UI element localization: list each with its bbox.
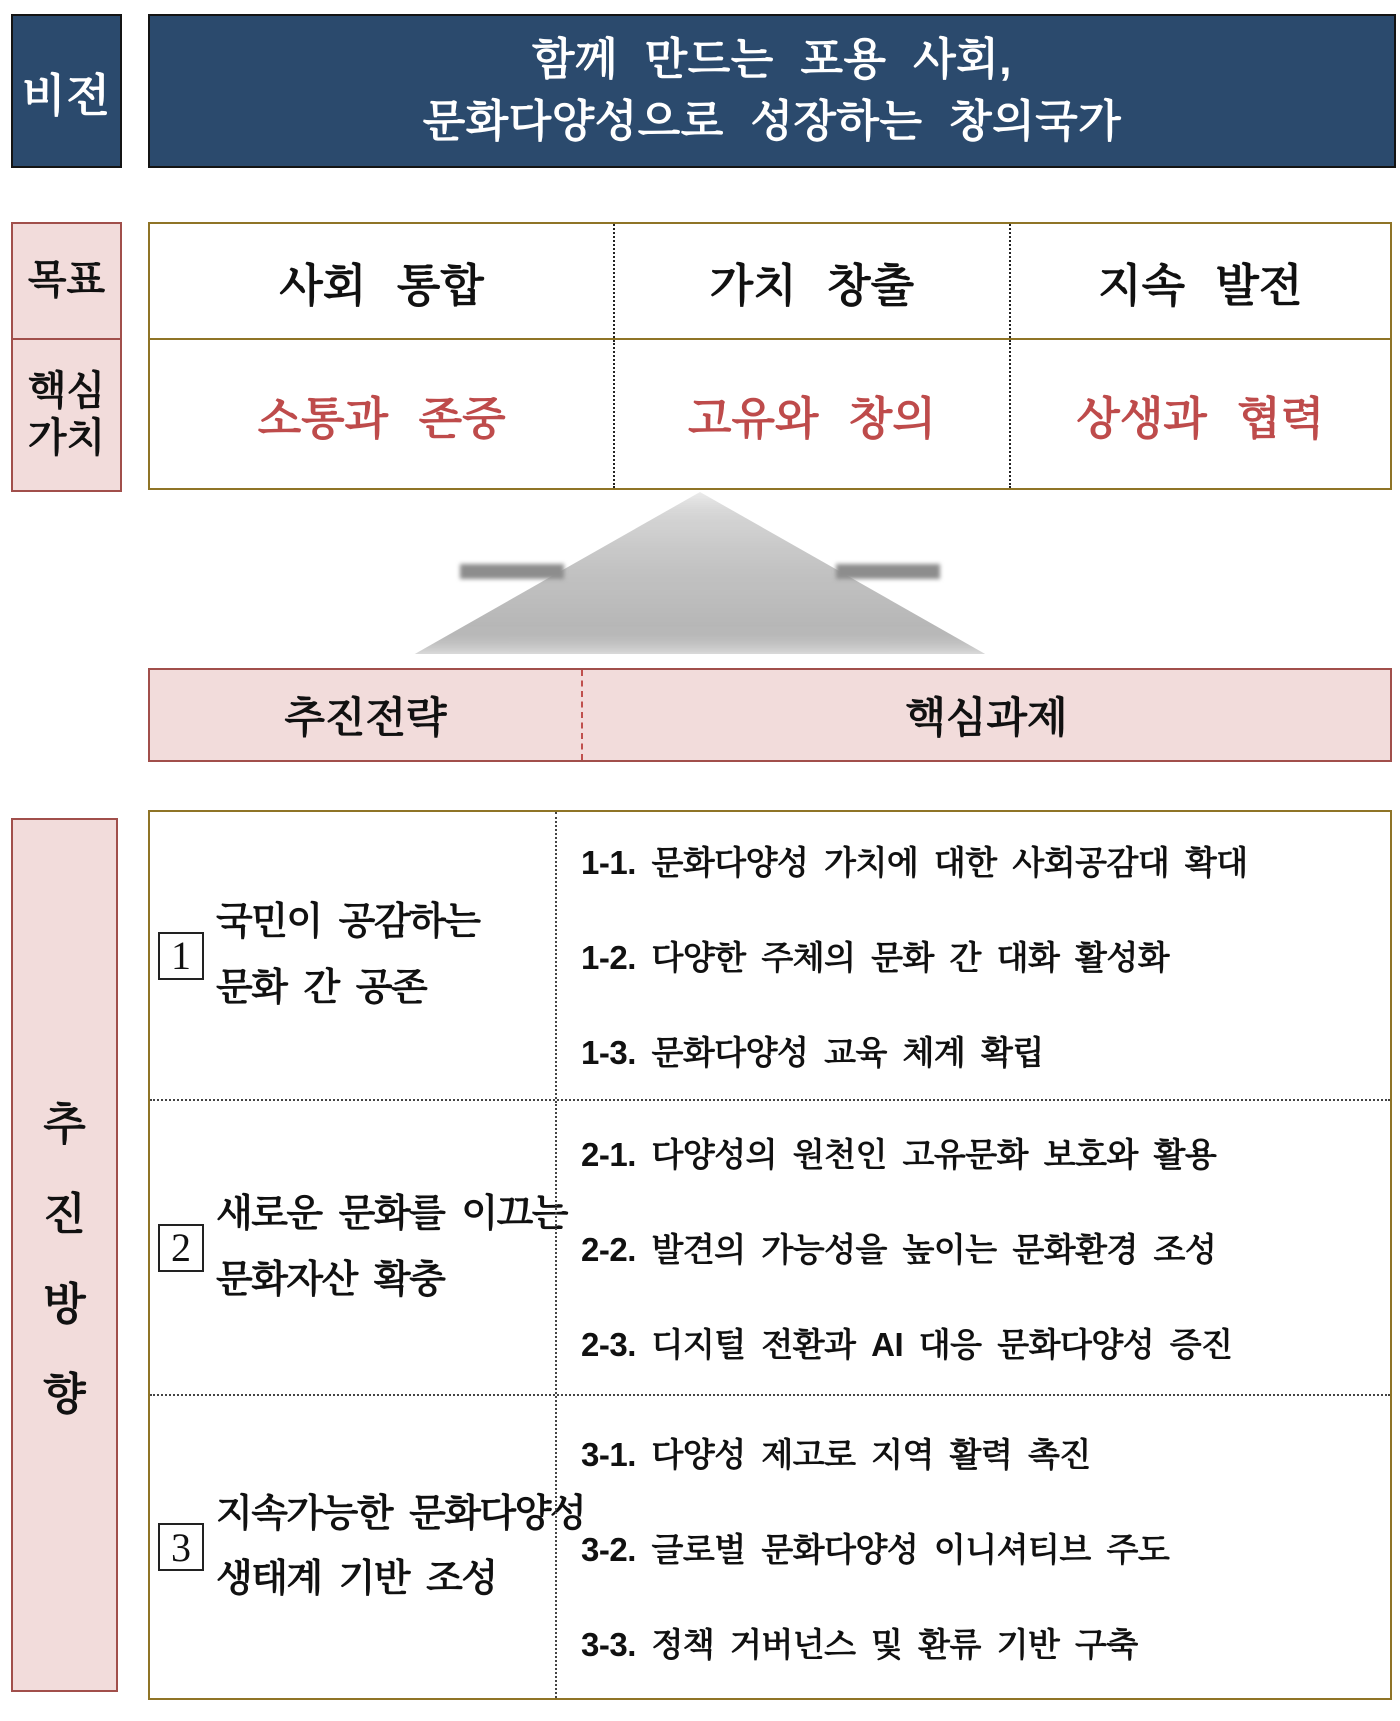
task-2-3: 2-3. 디지털 전환과 AI 대응 문화다양성 증진 <box>581 1326 1233 1363</box>
strategy-number-box: 1 <box>158 932 204 980</box>
direction-char-2: 진 <box>43 1190 86 1239</box>
transition-arrow-icon <box>360 492 1040 662</box>
vision-statement-box <box>148 14 1396 168</box>
arrow-right-bar-shape <box>836 564 940 579</box>
tasks-cell-3 <box>555 1396 1390 1698</box>
tasks-header-label: 핵심과제 <box>581 670 1390 760</box>
task-3-1: 3-1. 다양성 제고로 지역 활력 촉진 <box>581 1435 1091 1473</box>
strategy-1-line-1: 국민이 공감하는 <box>216 901 480 944</box>
strategy-header-label: 추진전략 <box>284 694 447 741</box>
goal-cell-value-creation: 가치 창출 <box>613 224 1008 338</box>
strategy-2-line-2: 문화자산 확충 <box>216 1258 445 1301</box>
task-3-3: 3-3. 정책 거버넌스 및 환류 기반 구축 <box>581 1625 1138 1663</box>
vision-label-box <box>11 14 122 168</box>
table-row <box>150 1394 1390 1698</box>
strategy-cell-1 <box>150 812 555 1099</box>
task-1-2: 1-2. 다양한 주체의 문화 간 대화 활성화 <box>581 939 1170 976</box>
goals-label-box <box>11 222 122 340</box>
task-1-3: 1-3. 문화다양성 교육 체계 확립 <box>581 1034 1044 1071</box>
core-values-label-line2: 가치 <box>27 416 106 460</box>
vision-label-text: 비전 <box>22 69 111 121</box>
direction-char-1: 추 <box>43 1100 86 1149</box>
tasks-cell-1 <box>555 812 1390 1099</box>
direction-label-box <box>11 818 118 1692</box>
core-values-label-box <box>11 340 122 492</box>
task-3-2: 3-2. 글로벌 문화다양성 이니셔티브 주도 <box>581 1530 1170 1568</box>
table-row <box>150 812 1390 1099</box>
table-row <box>150 1099 1390 1394</box>
goals-label-text: 목표 <box>27 258 106 303</box>
strategy-text-3 <box>216 1482 585 1613</box>
strategy-tasks-header <box>148 668 1392 762</box>
task-1-1: 1-1. 문화다양성 가치에 대한 사회공감대 확대 <box>581 844 1248 881</box>
value-cell-communication-respect: 소통과 존중 <box>257 392 506 444</box>
strategy-text-1 <box>216 890 480 1021</box>
strategy-3-line-1: 지속가능한 문화다양성 <box>216 1492 586 1535</box>
direction-char-4: 향 <box>43 1370 86 1419</box>
vision-line-2: 문화다양성으로 성장하는 창의국가 <box>422 97 1122 146</box>
goals-table <box>148 222 1392 490</box>
direction-char-3: 방 <box>43 1280 86 1329</box>
core-values-row <box>150 340 1390 488</box>
vision-line-1: 함께 만드는 포용 사회, <box>532 34 1012 84</box>
strategy-1-line-2: 문화 간 공존 <box>216 966 427 1009</box>
strategy-number-box: 3 <box>158 1523 204 1571</box>
strategy-text-2 <box>216 1182 567 1313</box>
task-2-2: 2-2. 발견의 가능성을 높이는 문화환경 조성 <box>581 1231 1217 1268</box>
arrow-left-bar-shape <box>460 564 564 579</box>
goals-row <box>150 224 1390 340</box>
tasks-cell-2 <box>555 1101 1390 1394</box>
strategy-number-box: 2 <box>158 1224 204 1272</box>
strategy-2-line-1: 새로운 문화를 이끄는 <box>216 1193 567 1236</box>
task-2-1: 2-1. 다양성의 원천인 고유문화 보호와 활용 <box>581 1136 1217 1173</box>
goal-cell-social-integration: 사회 통합 <box>279 259 484 311</box>
value-cell-uniqueness-creativity: 고유와 창의 <box>613 340 1008 488</box>
strategy-cell-3 <box>150 1396 586 1698</box>
strategy-tasks-table <box>148 810 1392 1700</box>
strategy-cell-2 <box>150 1101 567 1394</box>
strategy-3-line-2: 생태계 기반 조성 <box>216 1558 497 1600</box>
value-cell-coexistence-cooperation: 상생과 협력 <box>1009 340 1390 488</box>
core-values-label-line1: 핵심 <box>27 368 106 413</box>
goal-cell-sustainable-development: 지속 발전 <box>1009 224 1390 338</box>
